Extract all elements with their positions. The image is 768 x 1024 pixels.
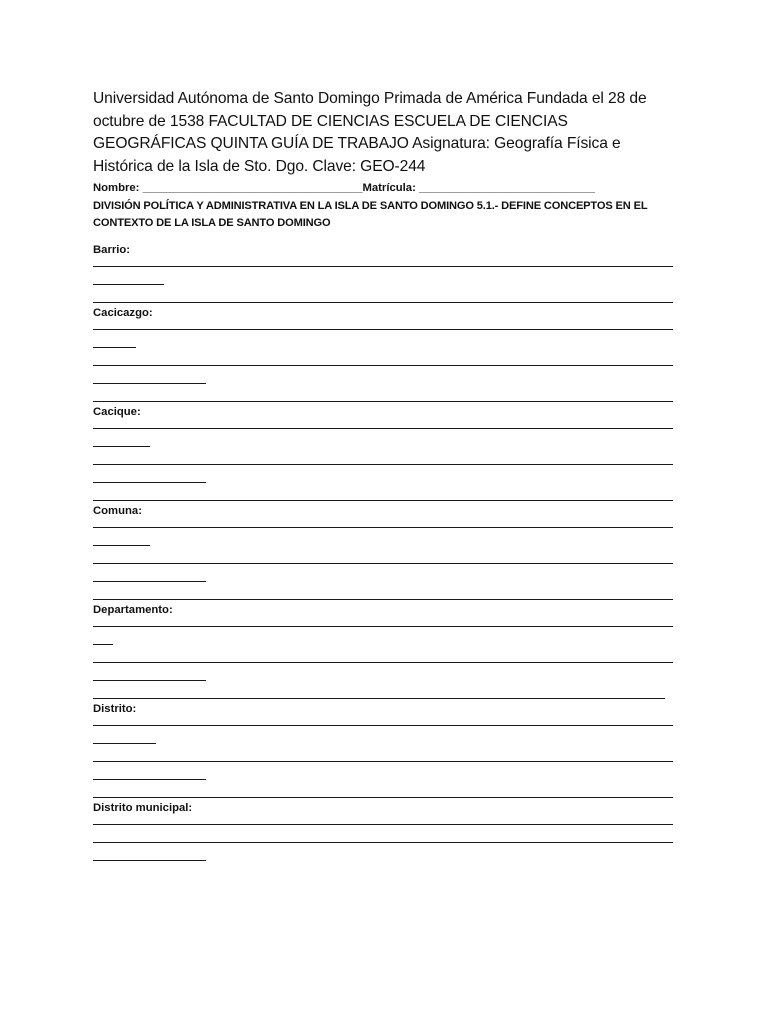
answer-line[interactable] xyxy=(93,428,673,429)
answer-line[interactable] xyxy=(93,329,673,330)
student-info-line[interactable]: Nombre: ___________________________________Matrícula: ____________________________ xyxy=(93,182,595,194)
answer-line[interactable] xyxy=(93,446,150,447)
answer-line[interactable] xyxy=(93,842,673,843)
concept-distrito-municipal xyxy=(93,801,678,861)
concept-cacicazgo xyxy=(93,306,678,402)
answer-line[interactable] xyxy=(93,698,665,699)
answer-line[interactable] xyxy=(93,599,673,600)
concept-label: Comuna: xyxy=(93,505,142,517)
answer-line[interactable] xyxy=(93,743,156,744)
answer-line[interactable] xyxy=(93,761,673,762)
answer-line[interactable] xyxy=(93,581,206,582)
answer-line[interactable] xyxy=(93,626,673,627)
answer-line[interactable] xyxy=(93,824,673,825)
concept-label: Cacicazgo: xyxy=(93,307,153,319)
answer-line[interactable] xyxy=(93,860,206,861)
concept-barrio xyxy=(93,243,678,303)
answer-line[interactable] xyxy=(93,680,206,681)
answer-line[interactable] xyxy=(93,401,673,402)
answer-line[interactable] xyxy=(93,464,673,465)
answer-line[interactable] xyxy=(93,383,206,384)
answer-line[interactable] xyxy=(93,266,673,267)
answer-line[interactable] xyxy=(93,365,673,366)
concept-label: Distrito municipal: xyxy=(93,802,193,814)
document-title xyxy=(93,88,678,178)
answer-line[interactable] xyxy=(93,302,673,303)
concept-label: Departamento: xyxy=(93,604,173,616)
answer-line[interactable] xyxy=(93,347,136,348)
title-text: Universidad Autónoma de Santo Domingo Primada de América Fundada el 28 de octubre de 1538 FACULTAD DE CIENCIAS ESCUELA DE CIENCIAS GEOGRÁFICAS QUINTA GUÍA DE TRABAJO Asignatura: Geografía Física e Histórica de la Isla de Sto. Dgo. Clave: GEO-244 xyxy=(93,90,647,175)
concept-cacique xyxy=(93,405,678,501)
section-heading: DIVISIÓN POLÍTICA Y ADMINISTRATIVA EN LA ISLA DE SANTO DOMINGO 5.1.- DEFINE CONCEPTOS EN EL CONTEXTO DE LA ISLA DE SANTO DOMINGO xyxy=(93,200,648,229)
concept-departamento xyxy=(93,603,678,699)
answer-line[interactable] xyxy=(93,545,150,546)
answer-line[interactable] xyxy=(93,527,673,528)
answer-line[interactable] xyxy=(93,797,673,798)
answer-line[interactable] xyxy=(93,284,164,285)
answer-line[interactable] xyxy=(93,662,673,663)
answer-line[interactable] xyxy=(93,500,673,501)
answer-line[interactable] xyxy=(93,482,206,483)
answer-line[interactable] xyxy=(93,644,113,645)
answer-line[interactable] xyxy=(93,725,673,726)
concept-distrito xyxy=(93,702,678,798)
answer-line[interactable] xyxy=(93,779,206,780)
concept-label: Barrio: xyxy=(93,244,131,256)
answer-line[interactable] xyxy=(93,563,673,564)
concept-label: Cacique: xyxy=(93,406,141,418)
concept-label: Distrito: xyxy=(93,703,137,715)
concept-comuna xyxy=(93,504,678,600)
